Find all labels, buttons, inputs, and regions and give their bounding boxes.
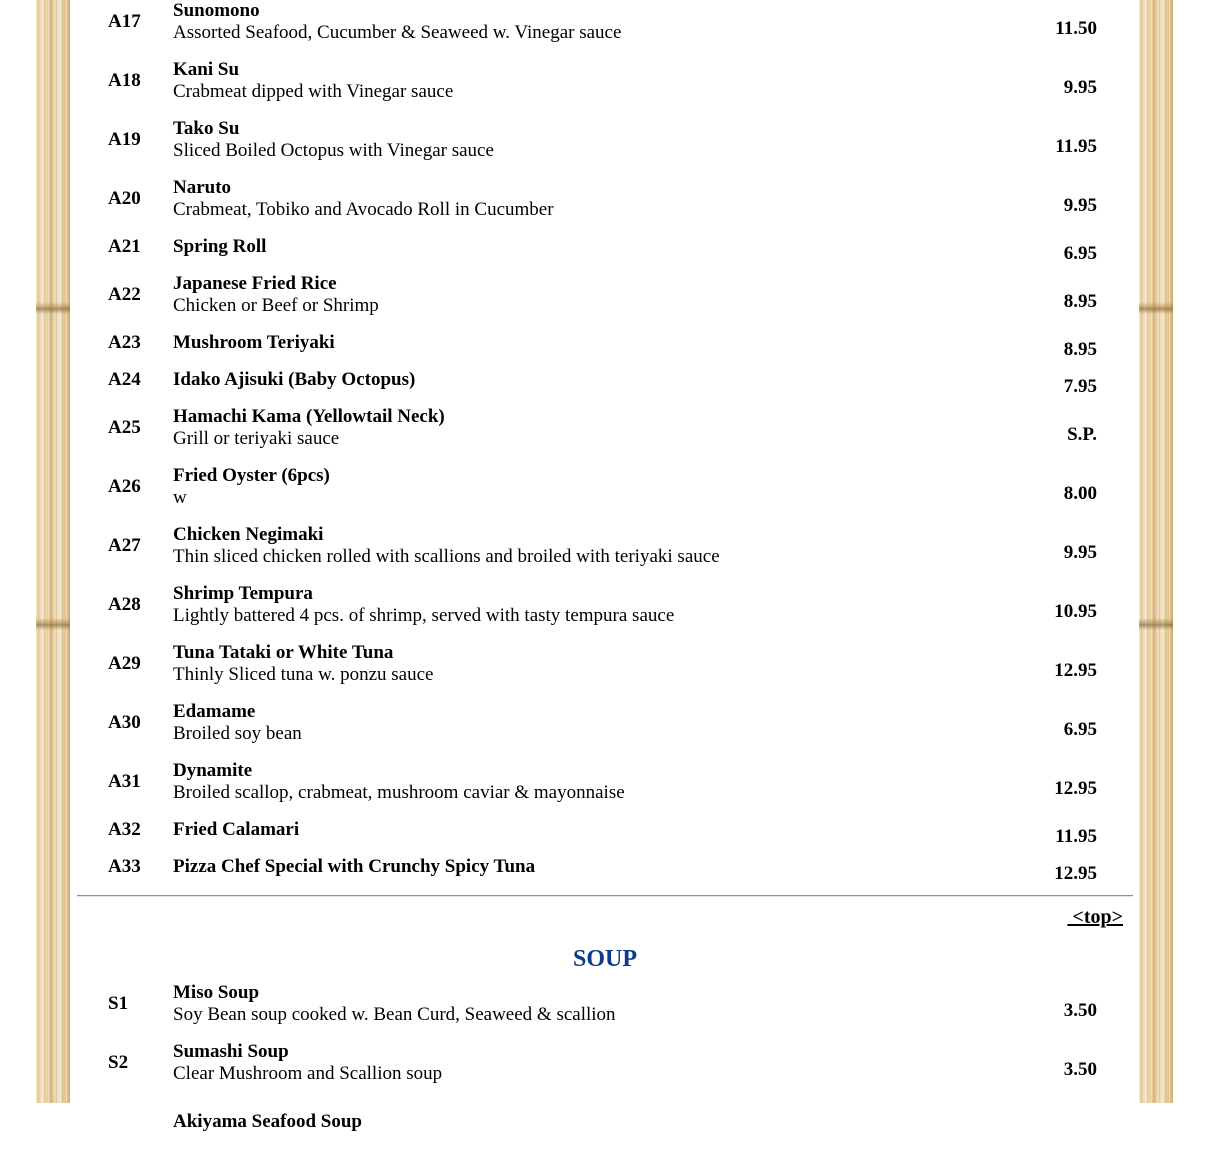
- item-name: Idako Ajisuki (Baby Octopus): [173, 368, 416, 390]
- item-code: A24: [108, 368, 141, 390]
- item-text: [173, 856, 977, 878]
- item-name: Tuna Tataki or White Tuna: [173, 641, 394, 663]
- item-name: Fried Calamari: [173, 818, 300, 840]
- item-code: A20: [108, 187, 141, 209]
- item-description: Soy Bean soup cooked w. Bean Curd, Seaweed & scallion: [173, 1003, 616, 1025]
- item-price: 9.95: [1063, 541, 1097, 563]
- menu-item: [77, 848, 1133, 885]
- item-name: Sumashi Soup: [173, 1040, 289, 1062]
- item-text: [173, 583, 977, 627]
- item-code: A17: [108, 10, 141, 32]
- item-price: 7.95: [1063, 375, 1097, 397]
- item-text: [173, 642, 977, 686]
- item-name: Shrimp Tempura: [173, 582, 313, 604]
- item-code: A32: [108, 818, 141, 840]
- appetizer-list: [77, 0, 1133, 885]
- item-description: Chicken or Beef or Shrimp: [173, 294, 379, 316]
- item-price: 8.95: [1063, 338, 1097, 360]
- item-code: A31: [108, 770, 141, 792]
- menu-item: [77, 169, 1133, 228]
- item-name: Sunomono: [173, 0, 260, 21]
- item-text: [173, 1041, 977, 1085]
- item-description: Crabmeat, Tobiko and Avocado Roll in Cucumber: [173, 198, 554, 220]
- item-code: A23: [108, 331, 141, 353]
- item-price: 8.95: [1063, 290, 1097, 312]
- item-description: Clear Mushroom and Scallion soup: [173, 1062, 443, 1084]
- section-divider: [77, 895, 1133, 897]
- menu-item: [77, 110, 1133, 169]
- item-price: 12.95: [1054, 862, 1097, 884]
- item-text: [173, 1111, 977, 1133]
- top-link-container: [77, 906, 1133, 932]
- item-code: A22: [108, 283, 141, 305]
- item-code: A33: [108, 855, 141, 877]
- menu-item: [77, 693, 1133, 752]
- item-name: Dynamite: [173, 759, 253, 781]
- item-price: 6.95: [1063, 242, 1097, 264]
- item-text: [173, 0, 977, 44]
- menu-content: [77, 0, 1133, 1151]
- menu-item: [77, 228, 1133, 265]
- item-text: [173, 177, 977, 221]
- item-text: [173, 819, 977, 841]
- item-price: 11.50: [1055, 17, 1097, 39]
- menu-item: [77, 398, 1133, 457]
- item-text: [173, 760, 977, 804]
- menu-item: [77, 516, 1133, 575]
- menu-item: [77, 0, 1133, 51]
- item-price: 3.50: [1063, 1058, 1097, 1080]
- menu-item: [77, 1092, 1133, 1151]
- item-text: [173, 59, 977, 103]
- item-code: A28: [108, 593, 141, 615]
- item-name: Chicken Negimaki: [173, 523, 324, 545]
- menu-item: [77, 324, 1133, 361]
- item-name: Japanese Fried Rice: [173, 272, 337, 294]
- item-name: Kani Su: [173, 58, 240, 80]
- menu-item: [77, 51, 1133, 110]
- item-name: Tako Su: [173, 117, 240, 139]
- item-price: 8.00: [1063, 482, 1097, 504]
- item-text: [173, 369, 977, 391]
- item-text: [173, 465, 977, 509]
- item-text: [173, 273, 977, 317]
- item-price: 9.95: [1063, 76, 1097, 98]
- item-text: [173, 701, 977, 745]
- item-name: Hamachi Kama (Yellowtail Neck): [173, 405, 445, 427]
- menu-item: [77, 575, 1133, 634]
- item-code: A18: [108, 69, 141, 91]
- item-description: Sliced Boiled Octopus with Vinegar sauce: [173, 139, 494, 161]
- item-code: A21: [108, 235, 141, 257]
- item-name: Edamame: [173, 700, 256, 722]
- item-name: Fried Oyster (6pcs): [173, 464, 330, 486]
- item-description: Thin sliced chicken rolled with scallions and broiled with teriyaki sauce: [173, 545, 720, 567]
- section-title-soup: SOUP: [572, 946, 637, 972]
- item-code: A19: [108, 128, 141, 150]
- item-code: S2: [108, 1051, 129, 1073]
- item-description: Broiled soy bean: [173, 722, 302, 744]
- menu-item: [77, 361, 1133, 398]
- item-code: A27: [108, 534, 141, 556]
- item-description: Grill or teriyaki sauce: [173, 427, 340, 449]
- item-price: 6.95: [1063, 718, 1097, 740]
- menu-item: [77, 752, 1133, 811]
- item-name: Spring Roll: [173, 235, 267, 257]
- item-price: 11.95: [1055, 825, 1097, 847]
- bamboo-border-left: [36, 0, 70, 1103]
- item-name: Miso Soup: [173, 981, 260, 1003]
- item-price: 11.95: [1055, 135, 1097, 157]
- item-name: Naruto: [173, 176, 232, 198]
- menu-item: [77, 811, 1133, 848]
- item-name: Pizza Chef Special with Crunchy Spicy Tuna: [173, 855, 536, 877]
- item-name: Akiyama Seafood Soup: [173, 1110, 362, 1132]
- item-description: Lightly battered 4 pcs. of shrimp, served with tasty tempura sauce: [173, 604, 675, 626]
- item-text: [173, 982, 977, 1026]
- item-text: [173, 332, 977, 354]
- back-to-top-link[interactable]: <top>: [1067, 906, 1123, 928]
- item-description: Thinly Sliced tuna w. ponzu sauce: [173, 663, 434, 685]
- item-price: 10.95: [1054, 600, 1097, 622]
- item-text: [173, 406, 977, 450]
- menu-item: [77, 265, 1133, 324]
- item-code: A26: [108, 475, 141, 497]
- item-text: [173, 524, 977, 568]
- item-price: 12.95: [1054, 777, 1097, 799]
- menu-item: [77, 457, 1133, 516]
- item-name: Mushroom Teriyaki: [173, 331, 335, 353]
- item-code: S1: [108, 992, 129, 1014]
- menu-item: [77, 974, 1133, 1033]
- item-code: A29: [108, 652, 141, 674]
- item-description: Assorted Seafood, Cucumber & Seaweed w. Vinegar sauce: [173, 21, 622, 43]
- item-text: [173, 236, 977, 258]
- item-price: 3.50: [1063, 999, 1097, 1021]
- item-text: [173, 118, 977, 162]
- item-price: 12.95: [1054, 659, 1097, 681]
- item-code: A25: [108, 416, 141, 438]
- item-description: Crabmeat dipped with Vinegar sauce: [173, 80, 454, 102]
- item-price: 9.95: [1063, 194, 1097, 216]
- soup-list: [77, 974, 1133, 1151]
- menu-item: [77, 634, 1133, 693]
- item-price: S.P.: [1067, 423, 1097, 445]
- bamboo-border-right: [1139, 0, 1173, 1103]
- menu-item: [77, 1033, 1133, 1092]
- item-code: A30: [108, 711, 141, 733]
- item-description: Broiled scallop, crabmeat, mushroom caviar & mayonnaise: [173, 781, 625, 803]
- item-description: w: [173, 486, 187, 508]
